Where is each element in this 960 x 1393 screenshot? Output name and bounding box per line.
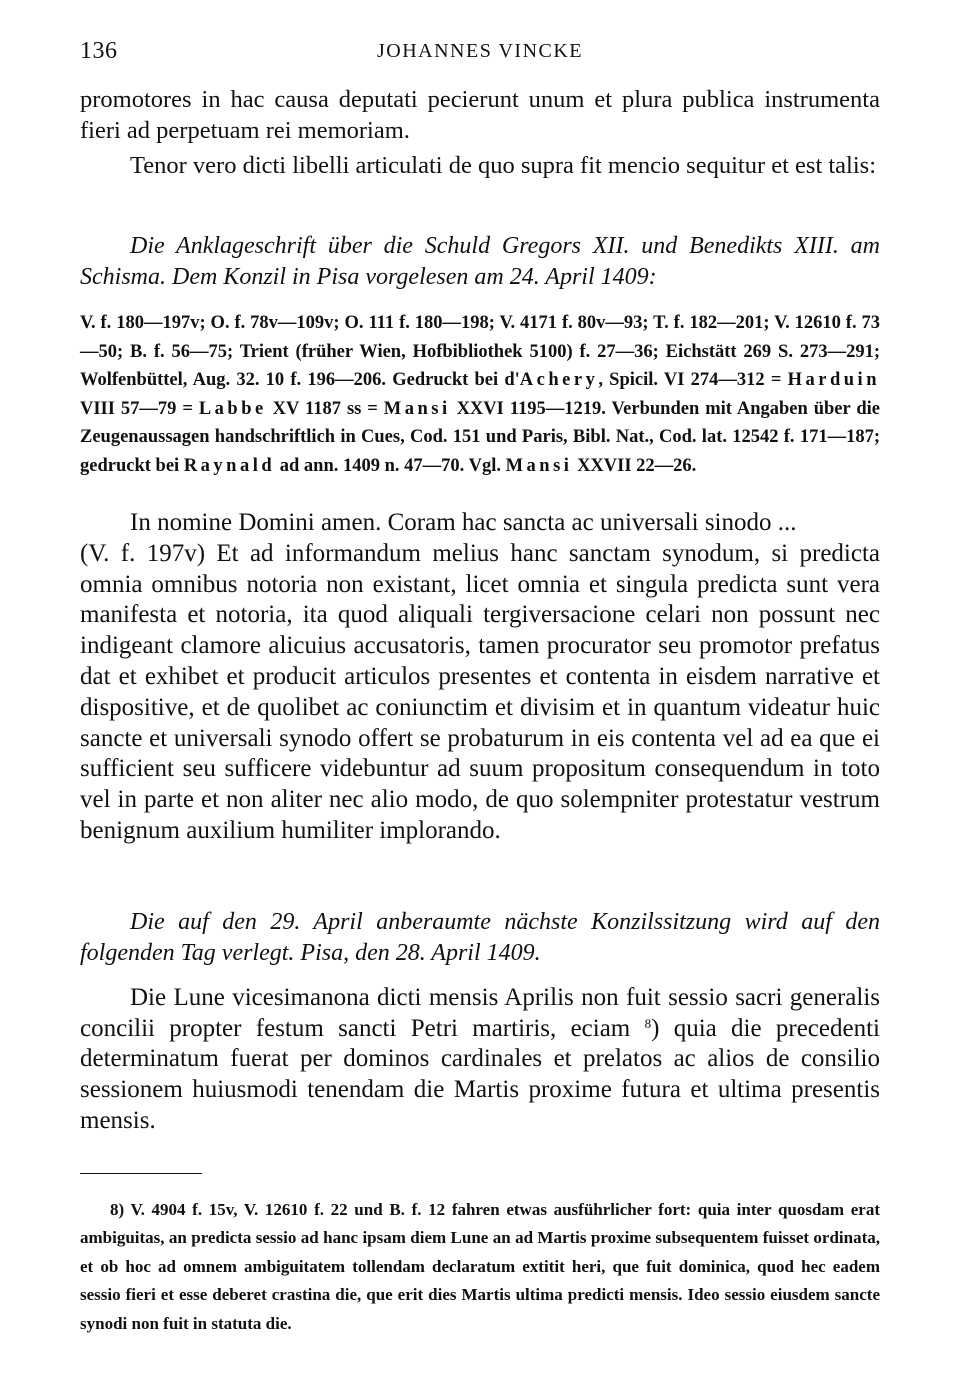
page-header xyxy=(80,38,880,78)
footnote-divider xyxy=(80,1173,202,1174)
folio-reference: (V. f. 197v) xyxy=(80,539,206,567)
paragraph-tenor: Tenor vero dicti libelli articulati de quo supra fit mencio sequitur et est talis: xyxy=(130,152,877,179)
latin-intro: In nomine Domini amen. Coram hac sancta ac universali sinodo ... xyxy=(130,509,797,536)
paragraph-die-lune-text-2: ) quia die precedenti determinatum fuerat per dominos cardinales et prelatos ac alios de consilio sessionem huiusmodi tenendam die Martis proxime futura et ultima presentis mensis. xyxy=(80,1014,880,1134)
latin-body xyxy=(80,539,880,847)
running-head: JOHANNES VINCKE xyxy=(376,40,584,62)
latin-text-block xyxy=(80,508,880,847)
paragraph-promotores: promotores in hac causa deputati pecierunt unum et plura publica instrumenta fieri ad perpetuam rei memoriam. xyxy=(80,86,880,144)
footnote-8 xyxy=(80,1196,880,1339)
paragraph-die-lune xyxy=(80,983,880,1137)
author-mansi: Mansi xyxy=(383,398,451,419)
author-harduin: Harduin xyxy=(787,370,880,390)
footnote-reference[interactable]: 8 xyxy=(644,1015,652,1031)
book-page xyxy=(80,38,880,1338)
author-raynald: Raynald xyxy=(183,455,276,476)
sources-text-2: , Spicil. VI 274—312 = xyxy=(598,370,788,390)
manuscript-sources-note xyxy=(80,309,880,480)
sources-text-6: ad ann. 1409 n. 47—70. Vgl. xyxy=(275,455,506,476)
sources-text-5: XXVI 1195—1219. Verbunden mit Angaben über die Zeugenaussagen handschriftlich in Cues, Cod. 151 und Paris, Bibl. Nat., Cod. lat. 12542 f. 171—187; gedruckt bei xyxy=(80,398,880,476)
section-heading-sitzung: Die auf den 29. April anberaumte nächste Konzilssitzung wird auf den folgenden Tag verlegt. Pisa, den 28. April 1409. xyxy=(80,908,880,966)
section-heading-anklageschrift: Die Anklageschrift über die Schuld Gregors XII. und Benedikts XIII. am Schisma. Dem Konzil in Pisa vorgelesen am 24. April 1409: xyxy=(80,233,880,290)
author-mansi-2: Mansi xyxy=(505,455,573,476)
sources-text-1: V. f. 180—197v; O. f. 78v—109v; O. 111 f. 180—198; V. 4171 f. 80v—93; T. f. 182—201; V. 12610 f. 73—50; B. f. 56—75; Trient (früher Wien, Hofbibliothek 5100) f. 27—36; Eichstätt 269 S. 273—291; Wolfenbüttel, Aug. 32. 10 f. 196—206. Gedruckt bei d' xyxy=(80,313,880,390)
sources-text-3: VIII 57—79 = xyxy=(80,398,199,419)
author-labbe: Labbe xyxy=(198,398,267,419)
paragraph-die-lune-text-1: Die Lune vicesimanona dicti mensis Aprilis non fuit sessio sacri generalis concilii propter festum sancti Petri martiris, eciam xyxy=(80,983,880,1042)
sources-text-7: XXVII 22—26. xyxy=(572,455,697,476)
sources-text-4: XV 1187 ss = xyxy=(266,398,384,419)
page-number: 136 xyxy=(80,38,118,64)
latin-body-text: Et ad informandum melius hanc sanctam synodum, si predicta omnia omnibus notoria non existant, licet omnia et singula predicta sunt vera manifesta et notoria, ita quod aliquali tergiversacione celari non possunt nec indigeant clamore alicuius accusatoris, tamen procurator seu promotor prefatus dat et exhibet et producit articulos presentes et contenta in eisdem narrative et dispositive, et de quolibet ac coniunctim et divisim et in quantum videatur huic sancte et universali synodo offert se probaturum in eis contenta vel ad ea que ei sufficient seu sufficere videbuntur ad suum propositum consequendum in toto vel in parte et non aliter nec alio modo, de quo solempniter protestatur vestrum benignum auxilium humiliter implorando. xyxy=(80,539,880,844)
sources-paragraph xyxy=(80,309,880,480)
author-achery: Achery xyxy=(519,370,599,390)
footnote-text: 8) V. 4904 f. 15v, V. 12610 f. 22 und B. f. 12 fahren etwas ausführlicher fort: quia inter quosdam erat ambiguitas, an predicta sessio ad hanc ipsam diem Lune an ad Martis proxime subsequentem fuisset ordinata, et ob hoc ad omnem ambiguitatem tollendam declaratum extitit heri, que fuit dominica, quod hec eadem sessio fieri et esse deberet crastina die, que erit dies Martis ultima predicti mensis. Ideo sessio eiusdem sancte synodi non fuit in statuta die. xyxy=(80,1199,880,1333)
